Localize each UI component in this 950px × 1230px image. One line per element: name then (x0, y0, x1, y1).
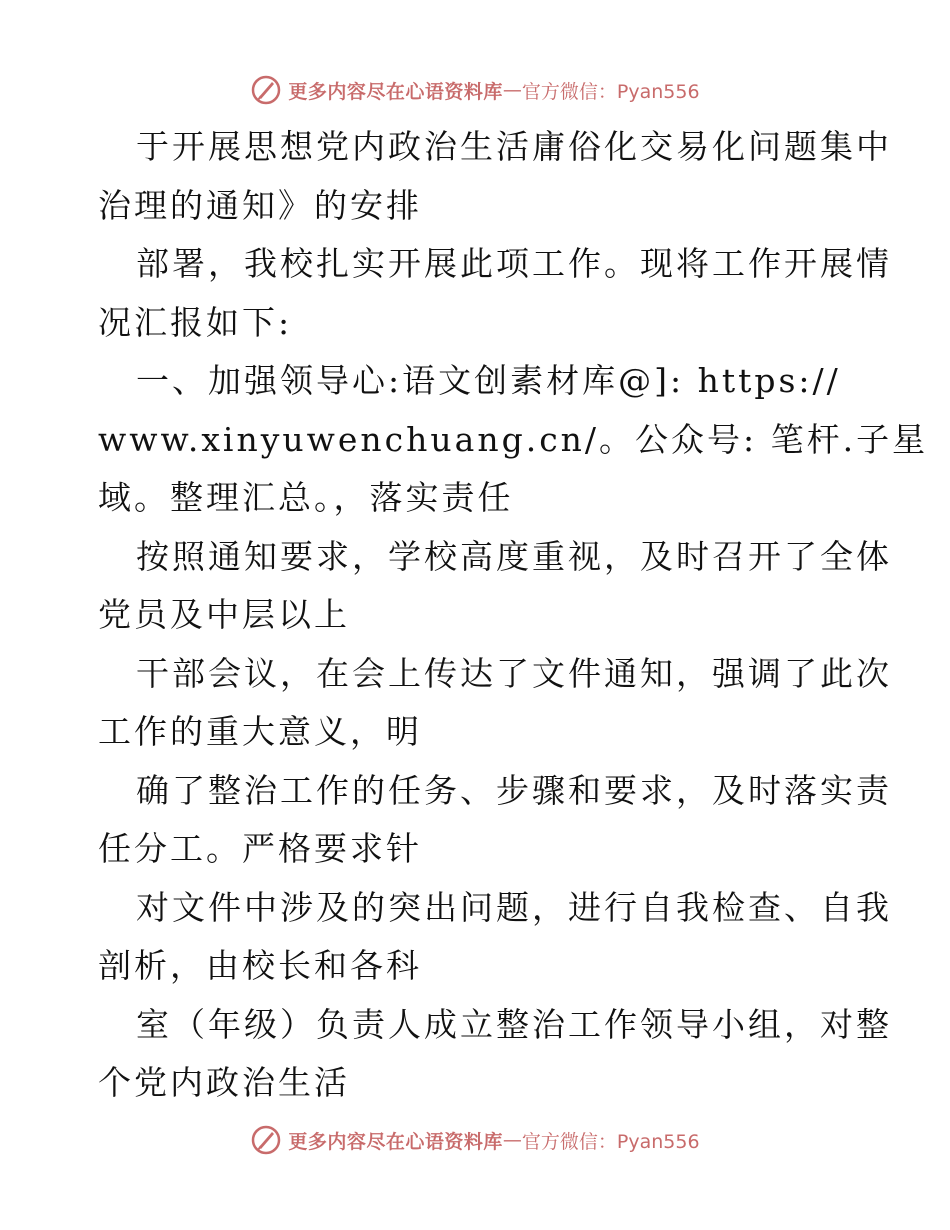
paragraph-line: 个党内政治生活 (98, 1063, 350, 1102)
paragraph-line: 按照通知要求，学校高度重视，及时召开了全体 (136, 536, 892, 576)
banner-separator: — (502, 1129, 522, 1151)
banner-separator: — (502, 79, 522, 101)
paragraph-line: 况汇报如下: (98, 302, 293, 342)
paragraph-line: 党员及中层以上 (98, 595, 350, 634)
feather-pen-logo-icon (250, 74, 282, 106)
footer-banner (0, 1120, 950, 1160)
paragraph-line: 域。整理汇总。，落实责任 (98, 478, 514, 517)
paragraph-line: 任分工。严格要求针 (98, 829, 422, 868)
header-banner (0, 70, 950, 110)
feather-pen-logo-icon (250, 1124, 282, 1156)
paragraph-line: 治理的通知》的安排 (98, 185, 422, 225)
banner-brand: 更多内容尽在心语资料库 (288, 1130, 503, 1153)
banner-contact: 官方微信：Pyan556 (521, 1130, 700, 1153)
paragraph-line: 于开展思想党内政治生活庸俗化交易化问题集中 (136, 127, 892, 166)
banner-contact: 官方微信：Pyan556 (521, 80, 700, 103)
paragraph-line: 一、加强领导心:语文创素材库@]: https:// (136, 361, 841, 400)
paragraph-line: 室（年级）负责人成立整治工作领导小组，对整 (136, 1004, 892, 1044)
paragraph-line: 对文件中涉及的突出问题，进行自我检查、自我 (136, 887, 892, 927)
paragraph-line: 工作的重大意义，明 (98, 712, 422, 751)
paragraph-line: www.xinyuwenchuang.cn/。公众号: 笔杆.子星 (98, 419, 929, 459)
paragraph-line: 确了整治工作的任务、步骤和要求，及时落实责 (136, 770, 892, 810)
paragraph-line: 剖析，由校长和各科 (98, 946, 422, 985)
paragraph-line: 部署，我校扎实开展此项工作。现将工作开展情 (136, 244, 892, 283)
document-body (98, 118, 929, 1113)
banner-brand: 更多内容尽在心语资料库 (288, 80, 503, 103)
paragraph-line: 干部会议，在会上传达了文件通知，强调了此次 (136, 653, 892, 693)
